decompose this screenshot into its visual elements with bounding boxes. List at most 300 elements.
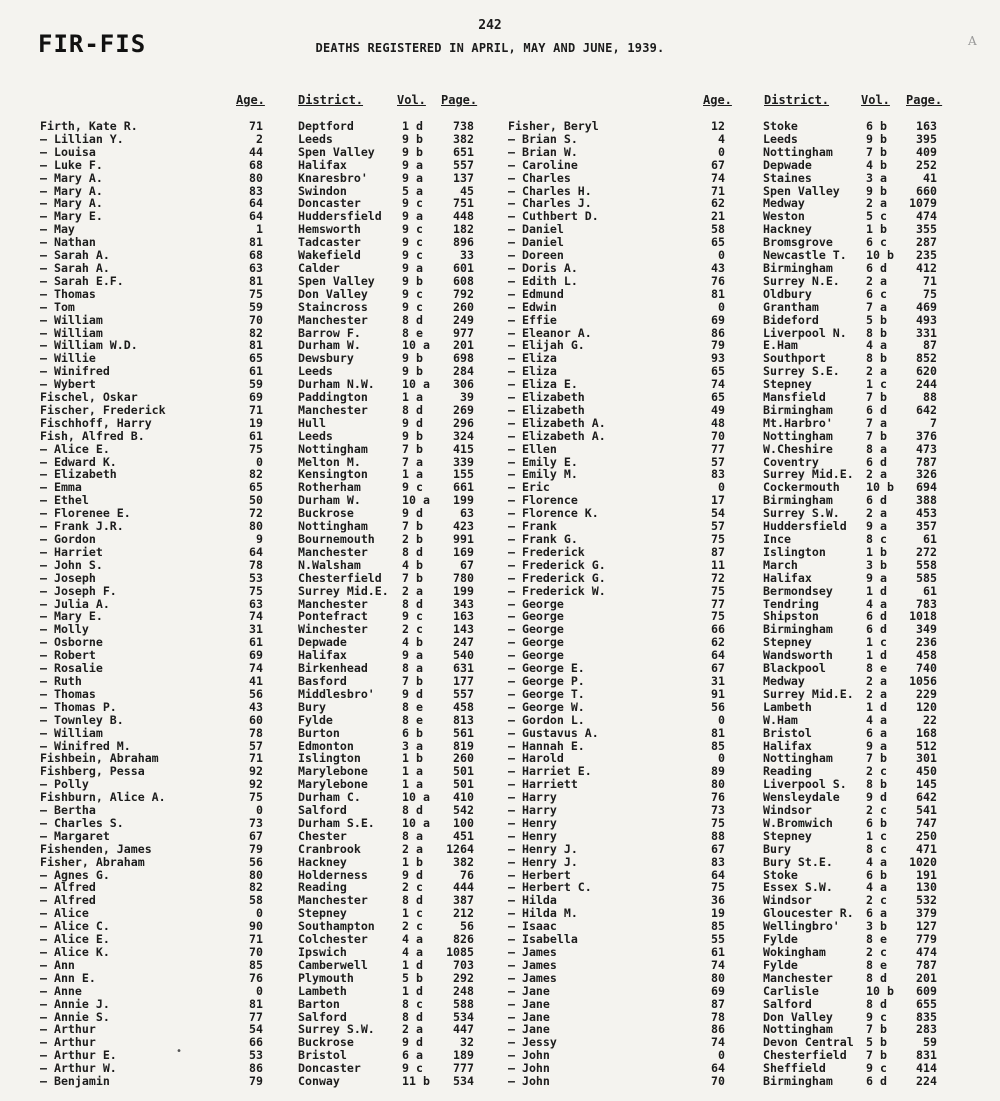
entry-age: 36 xyxy=(711,893,725,908)
entry-district: Plymouth xyxy=(298,970,354,985)
entry-page: 163 xyxy=(453,609,474,624)
entry-page: 444 xyxy=(453,880,474,895)
entry-district: Birmingham xyxy=(763,402,833,417)
entry-district: Nottingham xyxy=(298,519,368,534)
entry-name: Fischer, Frederick xyxy=(40,402,166,417)
register-entry xyxy=(0,907,1000,920)
stray-dot-mark: • xyxy=(176,1046,183,1057)
entry-district: Camberwell xyxy=(298,957,368,972)
entry-age: 70 xyxy=(249,945,263,959)
register-entry xyxy=(0,1049,1000,1062)
entry-district: Liverpool N. xyxy=(763,325,847,340)
entry-name: — Edith L. xyxy=(508,273,578,288)
entry-name: — Mary E. xyxy=(40,209,103,224)
entry-name: — Isaac xyxy=(508,919,557,934)
entry-name: — John xyxy=(508,1061,550,1076)
entry-age: 67 xyxy=(249,828,263,843)
entry-age: 74 xyxy=(711,170,725,185)
entry-district: Barrow F. xyxy=(298,325,361,340)
entry-district: Salford xyxy=(298,803,347,818)
entry-page: 287 xyxy=(916,235,937,250)
entry-page: 831 xyxy=(916,1048,937,1063)
entry-age: 71 xyxy=(249,119,263,133)
entry-name: — Margaret xyxy=(40,828,110,843)
entry-name: — Annie S. xyxy=(40,1009,110,1024)
entry-name: Fishbein, Abraham xyxy=(40,751,159,766)
entry-age: 83 xyxy=(711,854,725,869)
entry-page: 448 xyxy=(453,209,474,224)
entry-page: 244 xyxy=(916,377,937,392)
entry-page: 32 xyxy=(460,1035,474,1050)
entry-volume: 9 d xyxy=(402,506,423,521)
entry-district: Hackney xyxy=(298,854,347,869)
entry-volume: 9 a xyxy=(866,738,887,753)
entry-district: Sheffield xyxy=(763,1061,826,1076)
entry-page: 120 xyxy=(916,699,937,714)
entry-volume: 1 a xyxy=(402,390,423,405)
entry-age: 70 xyxy=(711,428,725,443)
entry-page: 22 xyxy=(923,712,937,727)
entry-age: 64 xyxy=(711,648,725,663)
entry-district: Marylebone xyxy=(298,764,368,779)
entry-district: Leeds xyxy=(298,428,333,443)
entry-age: 0 xyxy=(718,248,725,263)
entry-district: Holderness xyxy=(298,867,368,882)
entry-age: 77 xyxy=(249,1009,263,1024)
register-entry xyxy=(0,843,1000,856)
entry-volume: 6 b xyxy=(866,815,887,830)
entry-district: Nottingham xyxy=(298,441,368,456)
entry-volume: 1 d xyxy=(402,957,423,972)
entry-volume: 7 a xyxy=(402,454,423,469)
entry-volume: 4 a xyxy=(866,596,887,611)
entry-page: 694 xyxy=(916,480,937,495)
entry-district: Durham W. xyxy=(298,493,361,508)
entry-page: 355 xyxy=(916,222,937,237)
entry-volume: 9 b xyxy=(402,351,423,366)
entry-district: Basford xyxy=(298,673,347,688)
entry-name: — Florence K. xyxy=(508,506,599,521)
entry-age: 64 xyxy=(249,209,263,224)
entry-age: 53 xyxy=(249,570,263,585)
entry-page: 698 xyxy=(453,351,474,366)
entry-volume: 5 b xyxy=(402,970,423,985)
entry-age: 58 xyxy=(711,222,725,237)
entry-district: Nottingham xyxy=(763,751,833,766)
entry-volume: 9 a xyxy=(402,170,423,185)
entry-volume: 6 d xyxy=(866,402,887,417)
entry-district: Rotherham xyxy=(298,480,361,495)
entry-name: — John S. xyxy=(40,557,103,572)
entry-volume: 2 c xyxy=(866,945,887,959)
entry-name: — Gordon L. xyxy=(508,712,585,727)
entry-age: 0 xyxy=(718,712,725,727)
entry-name: — George P. xyxy=(508,673,585,688)
entry-age: 62 xyxy=(711,196,725,211)
entry-page: 127 xyxy=(916,919,937,934)
entry-name: — Annie J. xyxy=(40,996,110,1011)
entry-age: 88 xyxy=(711,828,725,843)
entry-name: — Herbert xyxy=(508,867,571,882)
entry-name: Fisher, Beryl xyxy=(508,119,599,133)
entry-district: Halifax xyxy=(298,157,347,172)
entry-name: Fischel, Oskar xyxy=(40,390,138,405)
entry-age: 73 xyxy=(711,803,725,818)
entry-name: — Elijah G. xyxy=(508,338,585,353)
entry-district: Leeds xyxy=(298,364,333,379)
register-entry xyxy=(0,559,1000,572)
entry-volume: 4 b xyxy=(402,557,423,572)
entry-district: Fylde xyxy=(763,932,798,947)
register-entry xyxy=(0,391,1000,404)
entry-age: 44 xyxy=(249,144,263,159)
entry-district: Carlisle xyxy=(763,983,819,998)
entry-age: 61 xyxy=(711,945,725,959)
entry-page: 87 xyxy=(923,338,937,353)
entry-page: 534 xyxy=(453,1009,474,1024)
entry-page: 493 xyxy=(916,312,937,327)
entry-volume: 6 d xyxy=(866,622,887,637)
entry-age: 11 xyxy=(711,557,725,572)
entry-district: Bromsgrove xyxy=(763,235,833,250)
entry-volume: 1 d xyxy=(866,583,887,598)
entry-age: 49 xyxy=(711,402,725,417)
entry-district: Nottingham xyxy=(763,144,833,159)
entry-age: 56 xyxy=(249,686,263,701)
entry-volume: 8 d xyxy=(402,596,423,611)
entry-page: 414 xyxy=(916,1061,937,1076)
entry-volume: 7 b xyxy=(402,570,423,585)
entry-page: 412 xyxy=(916,260,937,275)
entry-volume: 2 c xyxy=(402,880,423,895)
entry-age: 53 xyxy=(249,1048,263,1063)
entry-age: 74 xyxy=(711,1035,725,1050)
entry-page: 247 xyxy=(453,635,474,650)
entry-volume: 8 d xyxy=(402,803,423,818)
entry-age: 82 xyxy=(249,880,263,895)
entry-volume: 7 b xyxy=(402,673,423,688)
entry-district: Surrey S.E. xyxy=(763,364,840,379)
register-entry xyxy=(0,920,1000,933)
entry-age: 87 xyxy=(711,544,725,559)
entry-volume: 9 a xyxy=(402,260,423,275)
entry-volume: 2 c xyxy=(866,893,887,908)
entry-page: 260 xyxy=(453,299,474,314)
entry-volume: 7 b xyxy=(402,519,423,534)
entry-volume: 3 a xyxy=(866,170,887,185)
entry-page: 1020 xyxy=(909,854,937,869)
entry-age: 62 xyxy=(711,635,725,650)
entry-page: 306 xyxy=(453,377,474,392)
entry-district: Newcastle T. xyxy=(763,248,847,263)
entry-page: 458 xyxy=(916,648,937,663)
entry-district: Conway xyxy=(298,1074,340,1089)
entry-age: 54 xyxy=(249,1022,263,1037)
register-entry xyxy=(0,714,1000,727)
entry-name: — Frederick G. xyxy=(508,557,606,572)
register-entry xyxy=(0,146,1000,159)
entry-name: — Mary A. xyxy=(40,183,103,198)
entry-page: 269 xyxy=(453,402,474,417)
register-entry xyxy=(0,1036,1000,1049)
entry-page: 168 xyxy=(916,725,937,740)
entry-district: Coventry xyxy=(763,454,819,469)
entry-age: 86 xyxy=(711,1022,725,1037)
entry-age: 93 xyxy=(711,351,725,366)
entry-district: Dewsbury xyxy=(298,351,354,366)
entry-name: — Frank G. xyxy=(508,532,578,546)
entry-page: 296 xyxy=(453,415,474,430)
right-header-age: Age. xyxy=(703,93,732,107)
entry-district: Shipston xyxy=(763,609,819,624)
entry-volume: 10 a xyxy=(402,815,430,830)
entry-age: 78 xyxy=(249,557,263,572)
entry-age: 80 xyxy=(249,519,263,534)
entry-name: — Isabella xyxy=(508,932,578,947)
entry-volume: 11 b xyxy=(402,1074,430,1089)
entry-name: — Wybert xyxy=(40,377,96,392)
entry-district: Medway xyxy=(763,673,805,688)
entry-name: — Charles J. xyxy=(508,196,592,211)
entry-name: — Cuthbert D. xyxy=(508,209,599,224)
entry-age: 65 xyxy=(249,351,263,366)
entry-name: — Thomas xyxy=(40,286,96,301)
entry-volume: 9 c xyxy=(402,248,423,263)
entry-district: Surrey S.W. xyxy=(763,506,840,521)
entry-age: 2 xyxy=(256,131,263,146)
entry-district: Lambeth xyxy=(763,699,812,714)
entry-age: 43 xyxy=(711,260,725,275)
entry-page: 169 xyxy=(453,544,474,559)
entry-name: — Edward K. xyxy=(40,454,117,469)
entry-district: Birkenhead xyxy=(298,661,368,676)
entry-district: Huddersfield xyxy=(298,209,382,224)
entry-age: 31 xyxy=(249,622,263,637)
entry-age: 63 xyxy=(249,596,263,611)
entry-name: — Emily E. xyxy=(508,454,578,469)
entry-page: 41 xyxy=(923,170,937,185)
entry-age: 61 xyxy=(249,428,263,443)
entry-district: Depwade xyxy=(763,157,812,172)
entry-page: 453 xyxy=(916,506,937,521)
entry-volume: 7 b xyxy=(866,1048,887,1063)
entry-district: Don Valley xyxy=(763,1009,833,1024)
entry-page: 250 xyxy=(916,828,937,843)
entry-volume: 8 d xyxy=(866,996,887,1011)
entry-volume: 1 c xyxy=(866,377,887,392)
register-entry xyxy=(0,985,1000,998)
entry-volume: 9 c xyxy=(402,196,423,211)
entry-volume: 6 b xyxy=(866,119,887,133)
entry-district: Knaresbro' xyxy=(298,170,368,185)
entry-name: — Eliza E. xyxy=(508,377,578,392)
entry-page: 229 xyxy=(916,686,937,701)
entry-volume: 2 a xyxy=(866,467,887,482)
entry-volume: 1 d xyxy=(402,119,423,133)
register-entry xyxy=(0,998,1000,1011)
entry-district: Chesterfield xyxy=(763,1048,847,1063)
entry-age: 71 xyxy=(249,402,263,417)
entry-volume: 8 d xyxy=(402,544,423,559)
entry-page: 542 xyxy=(453,803,474,818)
entry-age: 67 xyxy=(711,841,725,856)
entry-page: 473 xyxy=(916,441,937,456)
entry-name: — Florence xyxy=(508,493,578,508)
entry-district: Hull xyxy=(298,415,326,430)
entry-page: 130 xyxy=(916,880,937,895)
entry-age: 0 xyxy=(256,983,263,998)
entry-age: 48 xyxy=(711,415,725,430)
entry-name: — Elizabeth A. xyxy=(508,428,606,443)
entry-page: 177 xyxy=(453,673,474,688)
entry-name: — Louisa xyxy=(40,144,96,159)
entry-volume: 7 b xyxy=(402,441,423,456)
entry-name: — Ruth xyxy=(40,673,82,688)
entry-age: 12 xyxy=(711,119,725,133)
entry-age: 85 xyxy=(711,919,725,934)
entry-name: — Alfred xyxy=(40,880,96,895)
entry-district: Mt.Harbro' xyxy=(763,415,833,430)
entry-page: 387 xyxy=(453,893,474,908)
entry-name: — Agnes G. xyxy=(40,867,110,882)
register-entry xyxy=(0,365,1000,378)
entry-volume: 1 c xyxy=(402,906,423,921)
register-entry xyxy=(0,701,1000,714)
entry-volume: 6 d xyxy=(866,493,887,508)
entry-age: 83 xyxy=(249,183,263,198)
entry-page: 39 xyxy=(460,390,474,405)
entry-age: 91 xyxy=(711,686,725,701)
entry-name: — Frank xyxy=(508,519,557,534)
entry-name: — George xyxy=(508,609,564,624)
entry-age: 86 xyxy=(249,1061,263,1076)
entry-age: 75 xyxy=(711,532,725,546)
entry-volume: 9 b xyxy=(402,428,423,443)
entry-district: Stoke xyxy=(763,119,798,133)
entry-age: 59 xyxy=(249,299,263,314)
entry-page: 301 xyxy=(916,751,937,766)
entry-page: 450 xyxy=(916,764,937,779)
entry-age: 1 xyxy=(256,222,263,237)
entry-age: 81 xyxy=(249,235,263,250)
entry-district: Birmingham xyxy=(763,1074,833,1089)
entry-volume: 1 b xyxy=(866,222,887,237)
entry-name: — Edmund xyxy=(508,286,564,301)
entry-page: 751 xyxy=(453,196,474,211)
entry-age: 31 xyxy=(711,673,725,688)
entry-district: Nottingham xyxy=(763,1022,833,1037)
entry-name: — Brian W. xyxy=(508,144,578,159)
entry-page: 779 xyxy=(916,932,937,947)
entry-name: — Eric xyxy=(508,480,550,495)
entry-page: 534 xyxy=(453,1074,474,1089)
register-entry xyxy=(0,352,1000,365)
entry-name: Fishenden, James xyxy=(40,841,152,856)
entry-volume: 2 a xyxy=(866,196,887,211)
entry-name: — Arthur W. xyxy=(40,1061,117,1076)
register-entry xyxy=(0,1011,1000,1024)
entry-name: — Sarah A. xyxy=(40,248,110,263)
entry-page: 835 xyxy=(916,1009,937,1024)
entry-age: 85 xyxy=(711,738,725,753)
entry-page: 45 xyxy=(460,183,474,198)
entry-volume: 3 b xyxy=(866,919,887,934)
entry-district: Winchester xyxy=(298,622,368,637)
entry-district: Manchester xyxy=(763,970,833,985)
entry-volume: 6 a xyxy=(866,725,887,740)
entry-district: Staines xyxy=(763,170,812,185)
entry-name: — Thomas P. xyxy=(40,699,117,714)
entry-name: — Joseph xyxy=(40,570,96,585)
entry-volume: 8 b xyxy=(866,777,887,792)
entry-volume: 5 a xyxy=(402,183,423,198)
entry-page: 379 xyxy=(916,906,937,921)
entry-page: 813 xyxy=(453,712,474,727)
entry-volume: 9 a xyxy=(402,157,423,172)
entry-volume: 6 d xyxy=(866,454,887,469)
register-entry xyxy=(0,598,1000,611)
entry-name: — Sarah E.F. xyxy=(40,273,124,288)
entry-name: — George E. xyxy=(508,661,585,676)
register-entry xyxy=(0,778,1000,791)
entry-page: 235 xyxy=(916,248,937,263)
entry-page: 155 xyxy=(453,467,474,482)
entry-page: 56 xyxy=(460,919,474,934)
entry-volume: 6 b xyxy=(866,867,887,882)
entry-page: 631 xyxy=(453,661,474,676)
entry-age: 0 xyxy=(718,1048,725,1063)
entry-volume: 1 a xyxy=(402,764,423,779)
entry-age: 75 xyxy=(711,609,725,624)
entry-page: 991 xyxy=(453,532,474,546)
entry-age: 4 xyxy=(718,131,725,146)
entry-volume: 10 b xyxy=(866,248,894,263)
entry-volume: 5 b xyxy=(866,312,887,327)
entry-district: Windsor xyxy=(763,893,812,908)
entry-name: — Florenee E. xyxy=(40,506,131,521)
entry-page: 474 xyxy=(916,945,937,959)
entry-age: 86 xyxy=(711,325,725,340)
entry-volume: 4 b xyxy=(402,635,423,650)
entry-name: — Emily M. xyxy=(508,467,578,482)
entry-district: Don Valley xyxy=(298,286,368,301)
entry-age: 80 xyxy=(711,970,725,985)
entry-volume: 9 a xyxy=(866,519,887,534)
entry-page: 349 xyxy=(916,622,937,637)
entry-volume: 9 d xyxy=(402,1035,423,1050)
register-entry xyxy=(0,740,1000,753)
entry-page: 740 xyxy=(916,661,937,676)
entry-name: — Jessy xyxy=(508,1035,557,1050)
entry-district: Durham W. xyxy=(298,338,361,353)
entry-age: 71 xyxy=(249,932,263,947)
entry-age: 69 xyxy=(249,390,263,405)
entry-page: 588 xyxy=(453,996,474,1011)
entry-page: 59 xyxy=(923,1035,937,1050)
entry-page: 249 xyxy=(453,312,474,327)
entry-name: — Hilda M. xyxy=(508,906,578,921)
entry-age: 70 xyxy=(249,312,263,327)
entry-page: 1085 xyxy=(446,945,474,959)
entry-district: Stepney xyxy=(763,377,812,392)
entry-page: 382 xyxy=(453,854,474,869)
entry-name: — Henry J. xyxy=(508,854,578,869)
entry-page: 212 xyxy=(453,906,474,921)
register-entry xyxy=(0,197,1000,210)
entry-volume: 10 a xyxy=(402,790,430,805)
register-entry xyxy=(0,249,1000,262)
entry-page: 248 xyxy=(453,983,474,998)
